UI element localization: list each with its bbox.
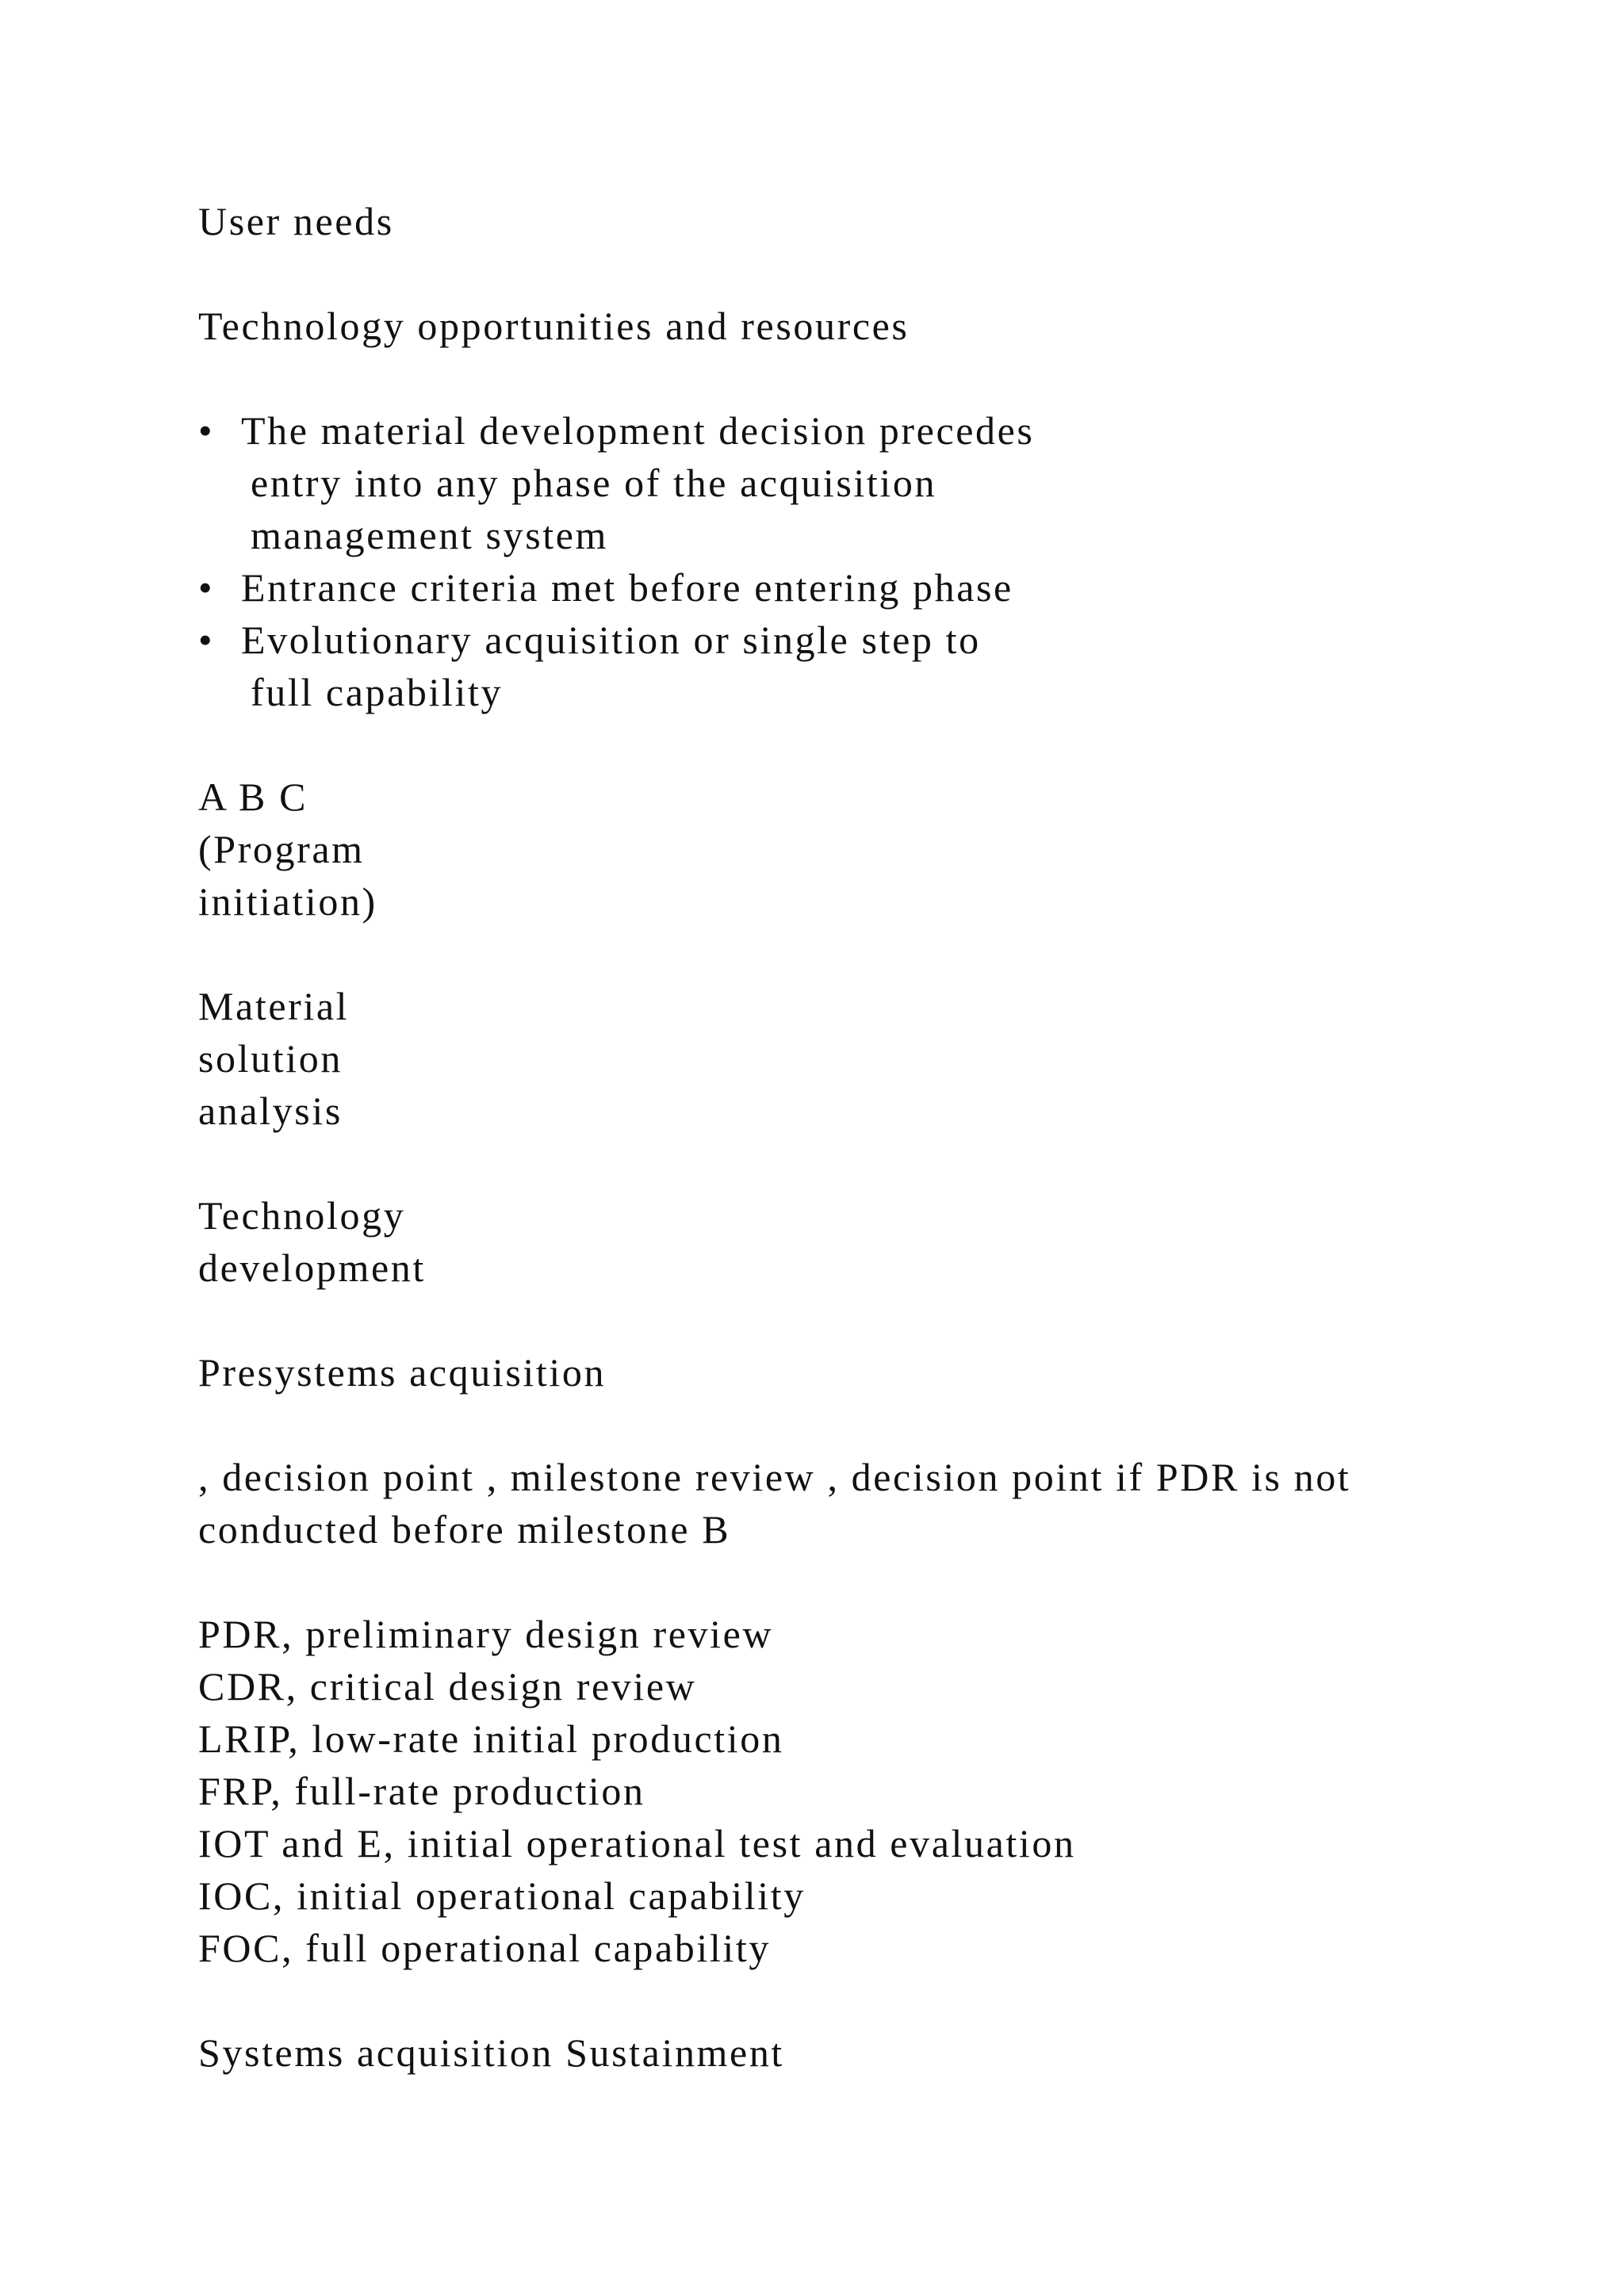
bullet-item bbox=[198, 614, 1546, 666]
text-line: A B C bbox=[198, 775, 308, 819]
text-line: Presystems acquisition bbox=[198, 1350, 607, 1395]
paragraph-technology-development bbox=[198, 1189, 1546, 1294]
paragraph-presystems-acquisition bbox=[198, 1346, 1546, 1399]
text-line: Technology bbox=[198, 1193, 406, 1238]
document-page bbox=[198, 195, 1546, 2131]
bullet-text: The material development decision precedes bbox=[241, 408, 1035, 453]
text-line: development bbox=[198, 1246, 426, 1290]
bullet-marker: • bbox=[198, 408, 215, 453]
bullet-item bbox=[198, 404, 1546, 457]
acronym-line: CDR, critical design review bbox=[198, 1664, 697, 1709]
bullet-continuation: full capability bbox=[251, 670, 504, 714]
text-line: Systems acquisition Sustainment bbox=[198, 2030, 784, 2075]
acronym-line: IOC, initial operational capability bbox=[198, 1873, 806, 1918]
text-line: solution bbox=[198, 1036, 343, 1081]
paragraph-material-solution-analysis bbox=[198, 980, 1546, 1137]
paragraph-acronyms bbox=[198, 1608, 1546, 1974]
paragraph-systems-acquisition bbox=[198, 2026, 1546, 2079]
acronym-line: PDR, preliminary design review bbox=[198, 1612, 774, 1656]
acronym-line: FOC, full operational capability bbox=[198, 1926, 771, 1970]
bullet-list bbox=[198, 404, 1546, 718]
paragraph-milestones bbox=[198, 771, 1546, 928]
bullet-text: Entrance criteria met before entering phase bbox=[241, 565, 1013, 610]
bullet-marker: • bbox=[198, 618, 215, 662]
bullet-text: Evolutionary acquisition or single step to bbox=[241, 618, 981, 662]
bullet-continuation: management system bbox=[251, 513, 609, 557]
text-line: User needs bbox=[198, 199, 394, 243]
text-line: , decision point , milestone review , decision point if PDR is not bbox=[198, 1455, 1351, 1499]
acronym-line: IOT and E, initial operational test and evaluation bbox=[198, 1821, 1076, 1866]
bullet-continuation: entry into any phase of the acquisition bbox=[251, 461, 937, 505]
paragraph-technology-opportunities bbox=[198, 300, 1546, 352]
acronym-line: FRP, full-rate production bbox=[198, 1769, 645, 1813]
bullet-item bbox=[198, 561, 1546, 614]
text-line: conducted before milestone B bbox=[198, 1507, 731, 1552]
paragraph-user-needs bbox=[198, 195, 1546, 247]
bullet-marker: • bbox=[198, 565, 215, 610]
paragraph-legend-symbols bbox=[198, 1451, 1546, 1556]
acronym-line: LRIP, low-rate initial production bbox=[198, 1716, 784, 1761]
text-line: analysis bbox=[198, 1089, 343, 1133]
text-line: (Program bbox=[198, 827, 365, 871]
text-line: Technology opportunities and resources bbox=[198, 304, 910, 348]
text-line: initiation) bbox=[198, 879, 377, 924]
text-line: Material bbox=[198, 984, 350, 1028]
